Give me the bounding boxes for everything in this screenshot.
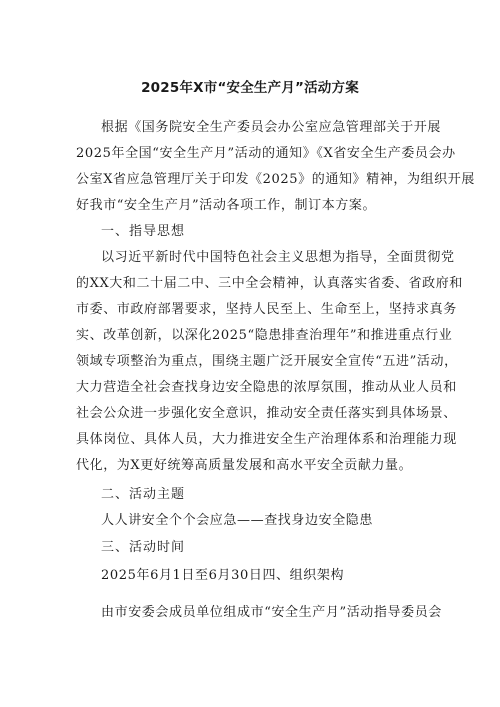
section1-line-3: 市委、市政府部署要求，坚持人民至上、生命至上，坚持求真务 [76, 302, 457, 317]
intro-line-3: 公室X省应急管理厅关于印发《2025》的通知》精神，为组织开展 [76, 172, 475, 187]
section1-line-8: 具体岗位、具体人员，大力推进安全生产治理体系和治理能力现 [76, 432, 457, 447]
section1-line-1: 以习近平新时代中国特色社会主义思想为指导，全面贯彻党 [101, 250, 455, 265]
section1-line-9: 代化，为X更好统筹高质量发展和高水平安全贡献力量。 [76, 458, 413, 473]
section2-text: 人人讲安全个个会应急——查找身边安全隐患 [101, 513, 374, 528]
section4-text: 由市安委会成员单位组成市“安全生产月”活动指导委员会 [101, 605, 442, 620]
intro-line-1: 根据《国务院安全生产委员会办公室应急管理部关于开展 [101, 120, 442, 135]
section1-line-5: 领域专项整治为重点，围绕主题广泛开展安全宣传“五进”活动， [76, 354, 458, 369]
section3-text: 2025年6月1日至6月30日四、组织架构 [101, 568, 345, 583]
document-title: 2025年X市“安全生产月”活动方案 [141, 80, 359, 96]
section-heading-theme: 二、活动主题 [101, 487, 186, 502]
section1-line-4: 实、改革创新，以深化2025“隐患排查治理年”和推进重点行业 [76, 328, 453, 343]
section1-line-2: 的XX大和二十届二中、三中全会精神，认真落实省委、省政府和 [76, 276, 463, 291]
section-heading-time: 三、活动时间 [101, 540, 186, 555]
section-heading-guiding-ideology: 一、指导思想 [101, 224, 186, 239]
section1-line-6: 大力营造全社会查找身边安全隐患的浓厚氛围，推动从业人员和 [76, 380, 457, 395]
section1-line-7: 社会公众进一步强化安全意识，推动安全责任落实到具体场景、 [76, 406, 457, 421]
intro-line-2: 2025年全国“安全生产月”活动的通知》《X省安全生产委员会办 [76, 146, 456, 161]
intro-line-4: 好我市“安全生产月”活动各项工作，制订本方案。 [76, 198, 377, 213]
